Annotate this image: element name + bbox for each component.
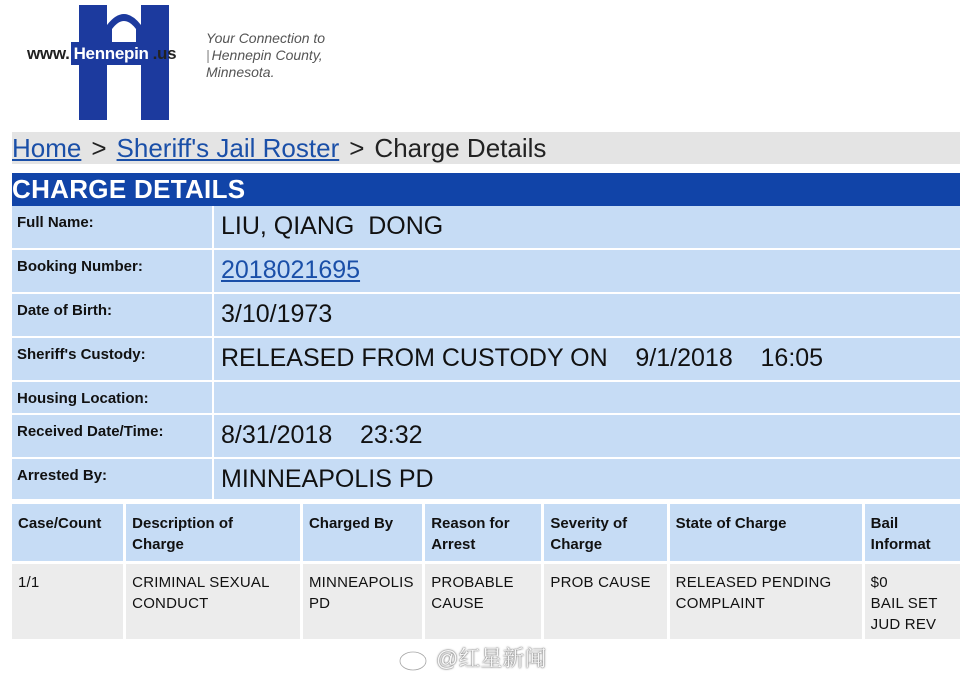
charges-table xyxy=(12,501,960,642)
bail-information-cell: $0 BAIL SET JUD REV xyxy=(865,564,960,639)
booking-number-cell xyxy=(214,250,960,292)
detail-row-received-date-time xyxy=(12,415,960,457)
detail-row-housing-location xyxy=(12,382,960,413)
logo-suffix: .us xyxy=(152,44,177,63)
full-name-value: LIU, QIANG DONG xyxy=(214,206,960,248)
weibo-watermark xyxy=(398,642,546,673)
breadcrumb xyxy=(12,132,960,164)
detail-row-sheriffs-custody xyxy=(12,338,960,380)
booking-number-link[interactable]: 2018021695 xyxy=(221,256,361,284)
table-header-row xyxy=(12,504,960,561)
description-cell: CRIMINAL SEXUAL CONDUCT xyxy=(126,564,300,639)
detail-row-date-of-birth xyxy=(12,294,960,336)
col-header-case-count: Case/Count xyxy=(12,504,123,561)
tagline xyxy=(206,30,325,81)
breadcrumb-separator: > xyxy=(91,132,107,163)
booking-number-label: Booking Number: xyxy=(12,250,212,292)
received-date-time-value: 8/31/2018 23:32 xyxy=(214,415,960,457)
col-header-state-of-charge: State of Charge xyxy=(670,504,862,561)
col-header-reason-for-arrest: Reason for Arrest xyxy=(425,504,541,561)
housing-location-label: Housing Location: xyxy=(12,382,212,413)
col-header-charged-by: Charged By xyxy=(303,504,422,561)
breadcrumb-home-link[interactable]: Home xyxy=(12,132,82,163)
received-date-time-label: Received Date/Time: xyxy=(12,415,212,457)
arrested-by-value: MINNEAPOLIS PD xyxy=(214,459,960,499)
col-header-description: Description of Charge xyxy=(126,504,300,561)
breadcrumb-jail-roster-link[interactable]: Sheriff's Jail Roster xyxy=(116,132,340,163)
housing-location-value xyxy=(214,382,960,413)
logo-brand: Hennepin xyxy=(71,42,152,65)
breadcrumb-current: Charge Details xyxy=(374,132,547,163)
full-name-label: Full Name: xyxy=(12,206,212,248)
charges-table-wrapper xyxy=(12,501,960,642)
breadcrumb-separator: > xyxy=(349,132,365,163)
watermark-text: @红星新闻 xyxy=(436,646,547,671)
date-of-birth-value: 3/10/1973 xyxy=(214,294,960,336)
date-of-birth-label: Date of Birth: xyxy=(12,294,212,336)
sheriffs-custody-label: Sheriff's Custody: xyxy=(12,338,212,380)
sheriffs-custody-value: RELEASED FROM CUSTODY ON 9/1/2018 16:05 xyxy=(214,338,960,380)
arrested-by-label: Arrested By: xyxy=(12,459,212,499)
state-of-charge-cell: RELEASED PENDING COMPLAINT xyxy=(670,564,862,639)
tagline-line: Your Connection to xyxy=(206,30,326,46)
site-url-logo[interactable] xyxy=(27,44,176,64)
severity-cell: PROB CAUSE xyxy=(544,564,666,639)
page-title: CHARGE DETAILS xyxy=(12,173,960,206)
detail-list xyxy=(12,206,960,501)
col-header-bail-information: Bail Informat xyxy=(865,504,960,561)
case-count-cell: 1/1 xyxy=(12,564,123,639)
detail-row-full-name xyxy=(12,206,960,248)
logo-prefix: www. xyxy=(27,44,70,63)
reason-cell: PROBABLE CAUSE xyxy=(425,564,541,639)
table-row xyxy=(12,564,960,639)
charged-by-cell: MINNEAPOLIS PD xyxy=(303,564,422,639)
detail-row-booking-number xyxy=(12,250,960,292)
tagline-line: | Hennepin County, xyxy=(206,47,323,63)
weibo-icon xyxy=(398,644,432,672)
col-header-severity: Severity of Charge xyxy=(544,504,666,561)
tagline-line: Minnesota. xyxy=(206,64,275,80)
detail-row-arrested-by xyxy=(12,459,960,499)
site-header xyxy=(0,0,960,125)
